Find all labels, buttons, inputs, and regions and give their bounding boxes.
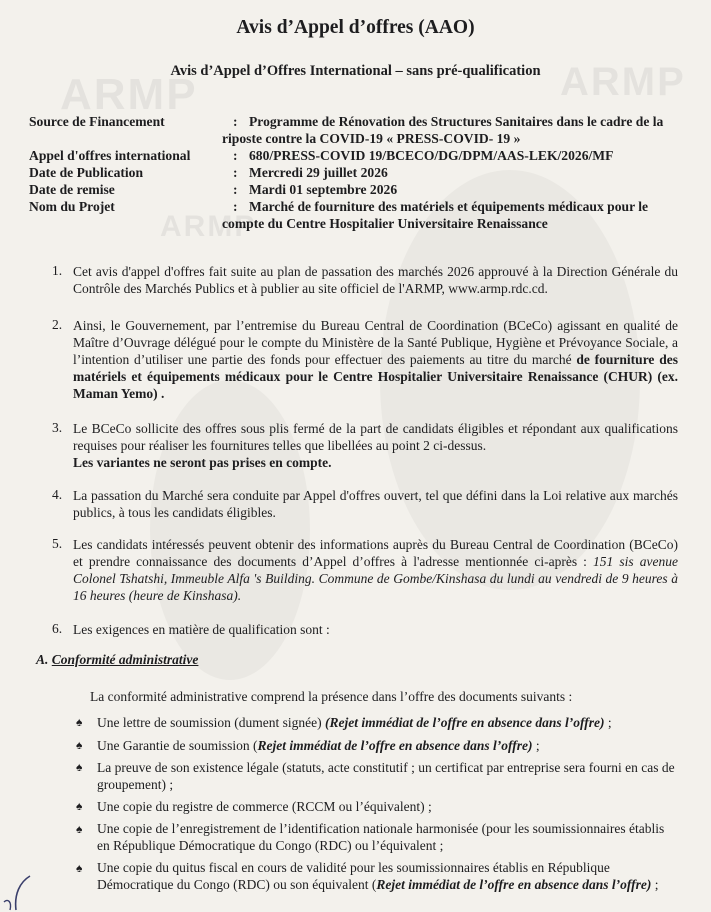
meta-value: Mardi 01 septembre 2026	[249, 182, 398, 197]
meta-colon: :	[233, 148, 238, 163]
meta-label: Date de remise	[29, 182, 115, 197]
section-a-title: Conformité administrative	[51, 652, 199, 667]
paragraph-number: 5.	[52, 536, 63, 551]
requirement-text: Une copie du quitus fiscal en cours de validité pour les soumissionnaires établis en République Démocratique du Congo (RDC) ou son équivalent (	[97, 860, 610, 892]
meta-value: Marché de fourniture des matériels et équipements médicaux pour le compte du Centre Hospitalier Universitaire Renaissance	[222, 199, 649, 231]
spade-bullet-icon: ♠	[76, 760, 83, 774]
paragraph-number: 6.	[52, 621, 63, 636]
requirement-emphasis: (Rejet immédiat de l’offre en absence dans l’offre)	[324, 715, 605, 730]
paragraph-number: 1.	[52, 263, 63, 278]
meta-label: Appel d'offres international	[29, 148, 191, 163]
requirement-item	[97, 714, 677, 731]
paragraph-2-object: de fourniture des matériels et équipements médicaux pour le Centre Hospitalier Universitaire Renaissance (CHUR) (ex. Maman Yemo)	[73, 352, 678, 401]
paragraph-3-variantes: Les variantes ne seront pas prises en compte.	[73, 455, 332, 470]
handwritten-mark-icon	[2, 872, 42, 912]
meta-value: 680/PRESS-COVID 19/BCECO/DG/DPM/AAS-LEK/2026/MF	[249, 148, 614, 163]
spade-bullet-icon: ♠	[76, 715, 83, 729]
requirement-text: La preuve de son existence légale (statuts, acte constitutif ; un certificat par entreprise sera fourni en cas de groupement) ;	[97, 760, 675, 792]
requirement-item	[97, 859, 677, 893]
paragraph-5-address: 151 sis avenue Colonel Tshatshi, Immeuble Alfa 's Building. Commune de Gombe/Kinshasa du lundi au vendredi de 9 heures à 16 heures (heure de Kinshasa).	[73, 554, 678, 603]
meta-label: Source de Financement	[29, 114, 165, 129]
watermark-text: ARMP	[560, 60, 686, 104]
watermark-text: ARMP	[60, 70, 198, 119]
meta-value: Mercredi 29 juillet 2026	[249, 165, 388, 180]
requirement-text: Une copie de l’enregistrement de l’identification nationale harmonisée (pour les soumissionnaires établis en République Démocratique du Congo (RDC) ou l’équivalent ;	[97, 821, 665, 853]
paragraph-3-text: Le BCeCo sollicite des offres sous plis fermé de la part de candidats éligibles et répondant aux qualifications requises pour réaliser les fournitures telles que libellées au point 2 ci-dessus.	[73, 421, 678, 453]
requirement-emphasis: Rejet immédiat de l’offre en absence dans l’offre)	[257, 738, 533, 753]
requirement-tail: ;	[532, 738, 540, 753]
paragraph-3	[73, 420, 678, 471]
paragraph-2-text: Ainsi, le Gouvernement, par l’entremise du Bureau Central de Coordination (BCeCo) agissant en qualité de Maître d’Ouvrage délégué pour le compte du Ministère de la Santé Publique, Hygiène et Prévoyance Sociale, a l’intention d’utiliser une partie des fonds pour effectuer des paiements au titre du marché	[73, 318, 678, 367]
requirement-emphasis: Rejet immédiat de l’offre en absence dans l’offre)	[376, 877, 652, 892]
meta-colon: :	[233, 199, 238, 214]
document-subtitle: Avis d’Appel d’Offres International – sans pré-qualification	[170, 63, 541, 79]
watermark-text: ARMP	[160, 210, 257, 243]
paragraph-6: Les exigences en matière de qualification sont :	[73, 622, 330, 637]
paragraph-number: 2.	[52, 317, 63, 332]
spade-bullet-icon: ♠	[76, 822, 83, 836]
requirement-text: Une lettre de soumission (dument signée)	[97, 715, 325, 730]
requirement-text: Une copie du registre de commerce (RCCM ou l’équivalent) ;	[97, 799, 432, 814]
paragraph-5	[73, 536, 678, 604]
meta-colon: :	[233, 165, 238, 180]
requirement-tail: ;	[604, 715, 612, 730]
spade-bullet-icon: ♠	[76, 861, 83, 875]
meta-label: Date de Publication	[29, 165, 144, 180]
paragraph-2	[73, 317, 678, 402]
section-a-intro: La conformité administrative comprend la présence dans l’offre des documents suivants :	[90, 689, 573, 704]
requirement-tail: ;	[651, 877, 659, 892]
spade-bullet-icon: ♠	[76, 799, 83, 813]
meta-colon: :	[233, 182, 238, 197]
requirement-item	[97, 798, 677, 815]
paragraph-5-text: Les candidats intéressés peuvent obtenir des informations auprès du Bureau Central de Coordination (BCeCo) et prendre connaissance des documents d’Appel d’offres à l'adresse mentionnée ci-après :	[73, 537, 678, 569]
requirement-item	[97, 820, 677, 854]
spade-bullet-icon: ♠	[76, 738, 83, 752]
paragraph-1: Cet avis d'appel d'offres fait suite au plan de passation des marchés 2026 approuvé à la Direction Générale du Contrôle des Marchés Publics et à publier au site officiel de l'ARMP, www.armp.rdc.cd.	[73, 264, 678, 296]
section-a-letter: A.	[36, 652, 49, 667]
requirement-text: Une Garantie de soumission (	[97, 738, 258, 753]
paragraph-4: La passation du Marché sera conduite par Appel d'offres ouvert, tel que défini dans la Loi relative aux marchés publics, à tous les candidats éligibles.	[73, 488, 678, 520]
paragraph-2-end: .	[160, 386, 165, 401]
meta-colon: :	[233, 114, 238, 129]
meta-label: Nom du Projet	[29, 199, 115, 214]
paragraph-number: 3.	[52, 420, 63, 435]
paragraph-number: 4.	[52, 487, 63, 502]
document-title: Avis d’Appel d’offres (AAO)	[236, 17, 475, 38]
requirement-item	[97, 759, 677, 793]
requirement-item	[97, 737, 677, 754]
meta-value: Programme de Rénovation des Structures Sanitaires dans le cadre de la riposte contre la COVID-19 « PRESS-COVID- 19 »	[222, 114, 664, 146]
section-a-heading	[36, 652, 198, 668]
